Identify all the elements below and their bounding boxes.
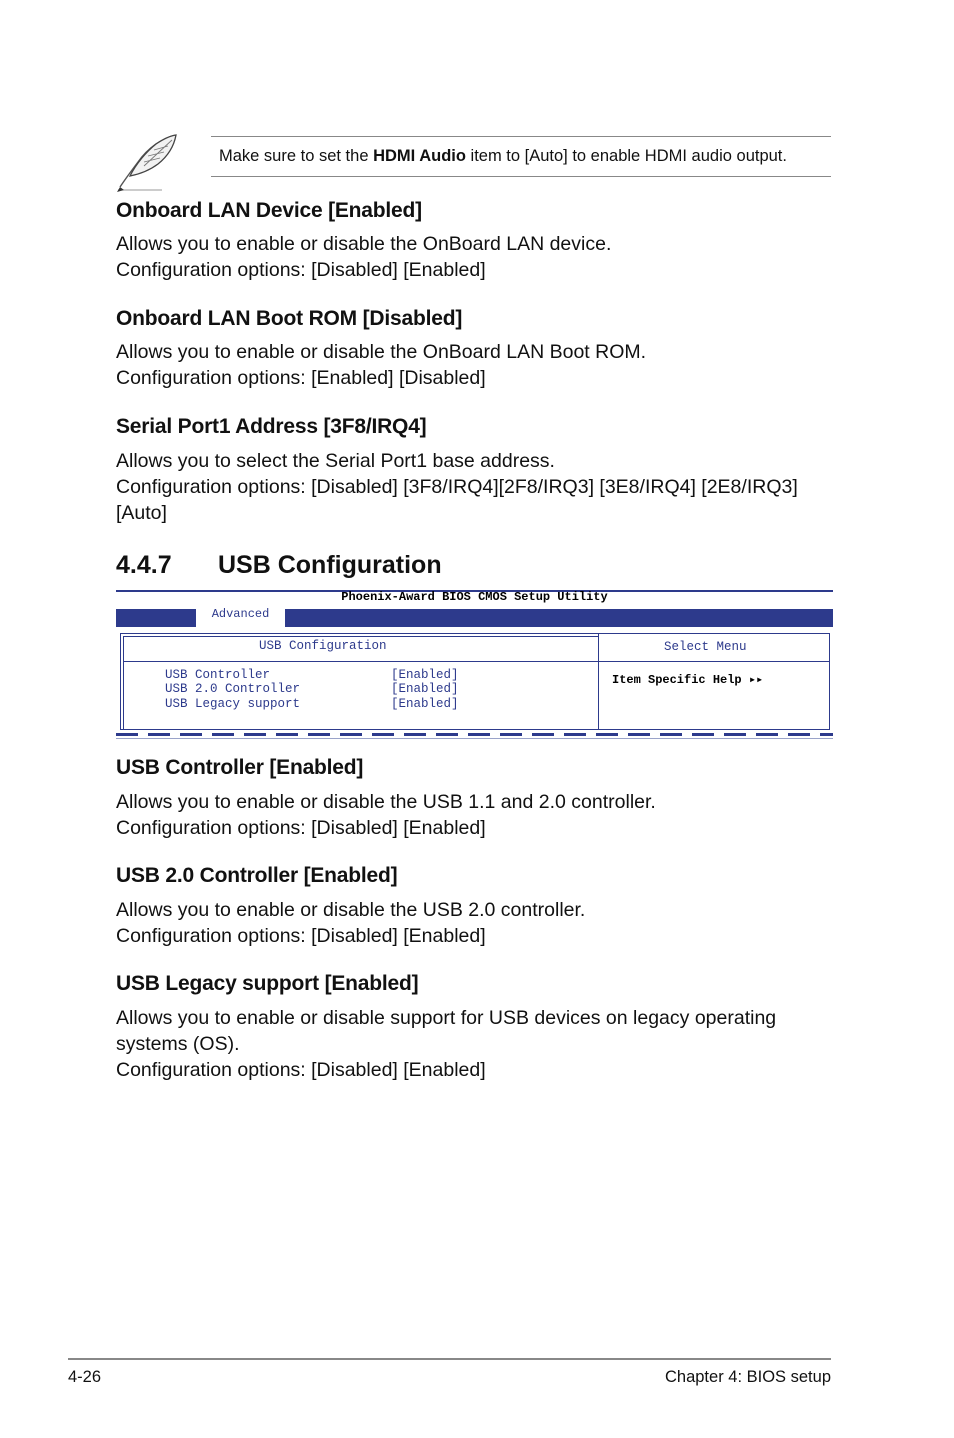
- page-number: 4-26: [68, 1368, 102, 1386]
- section-heading: USB Controller [Enabled]: [116, 756, 364, 779]
- bios-panel-title: USB Configuration: [259, 639, 387, 653]
- section-heading: USB Legacy support [Enabled]: [116, 972, 419, 995]
- chapter-heading: 4.4.7 USB Configuration: [116, 551, 442, 579]
- divider: [123, 661, 598, 662]
- note-bottom-rule: [211, 176, 831, 177]
- bios-title: Phoenix-Award BIOS CMOS Setup Utility: [341, 590, 608, 604]
- section-body: Allows you to select the Serial Port1 base address. Configuration options: [Disabled] [3F8/IRQ4][2F8/IRQ3] [3E8/IRQ4] [2E8/IRQ3] [Auto]: [116, 450, 798, 524]
- bios-dashed-border: [116, 733, 833, 736]
- bios-tab-advanced[interactable]: Advanced: [196, 609, 285, 627]
- section-heading: USB 2.0 Controller [Enabled]: [116, 864, 398, 887]
- note-top-rule: [211, 136, 831, 137]
- section-body: Allows you to enable or disable the OnBoard LAN Boot ROM. Configuration options: [Enabled] [Disabled]: [116, 341, 647, 389]
- section-heading: Onboard LAN Boot ROM [Disabled]: [116, 307, 463, 330]
- bios-help-text: Item Specific Help ▸▸: [612, 673, 764, 687]
- divider: [116, 738, 833, 739]
- section-heading: Serial Port1 Address [3F8/IRQ4]: [116, 415, 427, 438]
- bios-item-value[interactable]: [Enabled]: [391, 682, 459, 696]
- bios-item-usb20-controller[interactable]: USB 2.0 Controller: [165, 682, 301, 696]
- section-body: Allows you to enable or disable the USB 2.0 controller. Configuration options: [Disabled] [Enabled]: [116, 899, 586, 947]
- bios-screen: [116, 590, 833, 742]
- bios-item-value[interactable]: [Enabled]: [391, 697, 459, 711]
- section-body: Allows you to enable or disable support for USB devices on legacy operating systems (OS). Configuration options: [Disabled] [Enabled]: [116, 1007, 777, 1081]
- bios-side-title: Select Menu: [664, 640, 747, 654]
- bios-item-usb-controller[interactable]: USB Controller: [165, 668, 271, 682]
- section-body: Allows you to enable or disable the USB 1.1 and 2.0 controller. Configuration options: [Disabled] [Enabled]: [116, 791, 656, 839]
- divider: [598, 661, 829, 662]
- footer-rule: [68, 1358, 831, 1360]
- bios-item-usb-legacy[interactable]: USB Legacy support: [165, 697, 301, 711]
- chapter-label: Chapter 4: BIOS setup: [664, 1368, 831, 1386]
- note-text: Make sure to set the HDMI Audio item to [Auto] to enable HDMI audio output.: [219, 147, 787, 165]
- section-heading: Onboard LAN Device [Enabled]: [116, 199, 422, 222]
- bios-item-value[interactable]: [Enabled]: [391, 668, 459, 682]
- section-body: Allows you to enable or disable the OnBoard LAN device. Configuration options: [Disabled] [Enabled]: [116, 233, 612, 281]
- feather-pen-icon: [114, 132, 184, 194]
- double-chevron-right-icon: ▸▸: [748, 673, 764, 687]
